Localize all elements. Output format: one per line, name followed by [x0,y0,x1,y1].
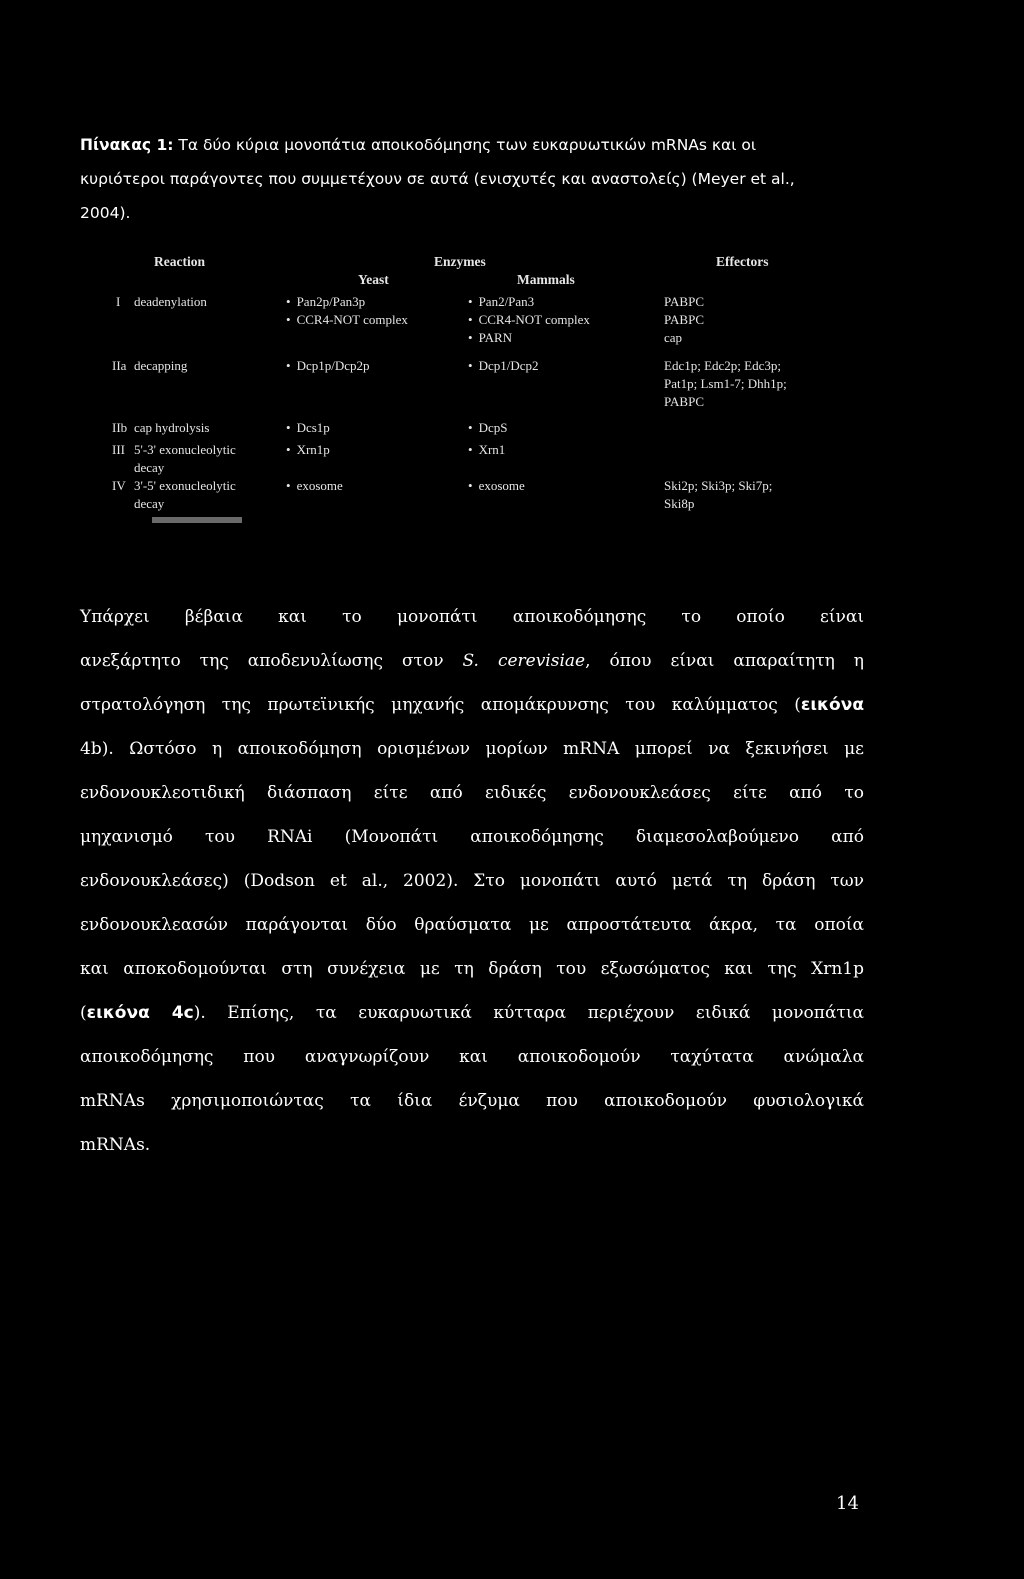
table-caption [80,128,880,230]
body-line: ενδονουκλεασών παράγονται δύο θραύσματα με απροστάτευτα άκρα, τα οποία [80,915,864,935]
body-line: (εικόνα 4c). Επίσης, τα ευκαρυωτικά κύτταρα περιέχουν ειδικά μονοπάτια [80,1003,864,1023]
row-reaction: decay [134,496,165,511]
mammal-enzyme: • PARN [468,330,512,346]
effector: Pat1p; Lsm1-7; Dhh1p; [664,376,787,391]
header-reaction: Reaction [154,254,205,269]
row-num: IV [112,478,126,493]
mrna-decay-table [112,252,872,532]
species-name: S. cerevisiae [462,651,586,671]
caption-line-3: 2004). [80,204,131,222]
body-line: στρατολόγηση της πρωτεϊνικής μηχανής απομάκρυνσης του καλύμματος (εικόνα [80,695,864,715]
row-num: I [116,294,121,309]
effector: Ski8p [664,496,695,511]
row-num: IIb [112,420,128,435]
header-mammals: Mammals [517,272,575,287]
caption-lead: Πίνακας 1: [80,136,174,154]
effector: PABPC [664,294,704,309]
body-line: και αποκοδομούνται στη συνέχεια με τη δράση του εξωσώματος και της Xrn1p [80,959,864,979]
yeast-enzyme: • Dcs1p [286,420,330,436]
yeast-enzyme: • Pan2p/Pan3p [286,294,365,310]
yeast-enzyme: • Dcp1p/Dcp2p [286,358,370,374]
effector: Ski2p; Ski3p; Ski7p; [664,478,773,493]
scan-artifact [152,517,242,523]
mammal-enzyme: • Dcp1/Dcp2 [468,358,539,374]
mammal-enzyme: • exosome [468,478,525,494]
row-reaction: 3'-5' exonucleolytic [134,478,236,493]
header-yeast: Yeast [358,272,389,287]
figure-ref-4b: εικόνα [800,695,864,715]
header-effectors: Effectors [716,254,769,269]
mammal-enzyme: • Pan2/Pan3 [468,294,534,310]
effector: PABPC [664,312,704,327]
body-line: αποικοδόμησης που αναγνωρίζουν και αποικοδομούν ταχύτατα ανώμαλα [80,1047,864,1067]
row-reaction: deadenylation [134,294,207,309]
body-line: ανεξάρτητο της αποδενυλίωσης στον S. cerevisiae, όπου είναι απαραίτητη η [80,651,864,671]
body-line: ενδονουκλεάσες) (Dodson et al., 2002). Στο μονοπάτι αυτό μετά τη δράση των [80,871,864,891]
row-num: III [112,442,125,457]
figure-ref-4c: εικόνα 4c [86,1003,194,1023]
body-line: mRNAs χρησιμοποιώντας τα ίδια ένζυμα που αποικοδομούν φυσιολογικά [80,1091,864,1111]
body-line: mRNAs. [80,1135,151,1155]
mammal-enzyme: • DcpS [468,420,507,436]
yeast-enzyme: • exosome [286,478,343,494]
mammal-enzyme: • CCR4-NOT complex [468,312,590,328]
row-reaction: 5'-3' exonucleolytic [134,442,236,457]
body-line: μηχανισμό του RNAi (Μονοπάτι αποικοδόμησης διαμεσολαβούμενο από [80,827,864,847]
body-line: ενδονουκλεοτιδική διάσπαση είτε από ειδικές ενδονουκλεάσες είτε από το [80,783,864,803]
caption-line-2: κυριότεροι παράγοντες που συμμετέχουν σε αυτά (ενισχυτές και αναστολείς) (Meyer et al., [80,170,795,188]
mammal-enzyme: • Xrn1 [468,442,505,458]
yeast-enzyme: • CCR4-NOT complex [286,312,408,328]
row-num: IIa [112,358,127,373]
row-reaction: decay [134,460,165,475]
body-line: Υπάρχει βέβαια και το μονοπάτι αποικοδόμησης το οποίο είναι [80,607,864,627]
body-line: 4b). Ωστόσο η αποικοδόμηση ορισμένων μορίων mRNA μπορεί να ξεκινήσει με [80,739,864,759]
row-reaction: cap hydrolysis [134,420,210,435]
caption-line-1: Πίνακας 1: Τα δύο κύρια μονοπάτια αποικοδόμησης των ευκαρυωτικών mRNAs και οι [80,136,757,154]
page-number: 14 [836,1493,859,1514]
effector: Edc1p; Edc2p; Edc3p; [664,358,781,373]
effector: cap [664,330,683,345]
body-paragraph [80,595,864,1167]
yeast-enzyme: • Xrn1p [286,442,330,458]
row-reaction: decapping [134,358,188,373]
header-enzymes: Enzymes [434,254,486,269]
effector: PABPC [664,394,704,409]
